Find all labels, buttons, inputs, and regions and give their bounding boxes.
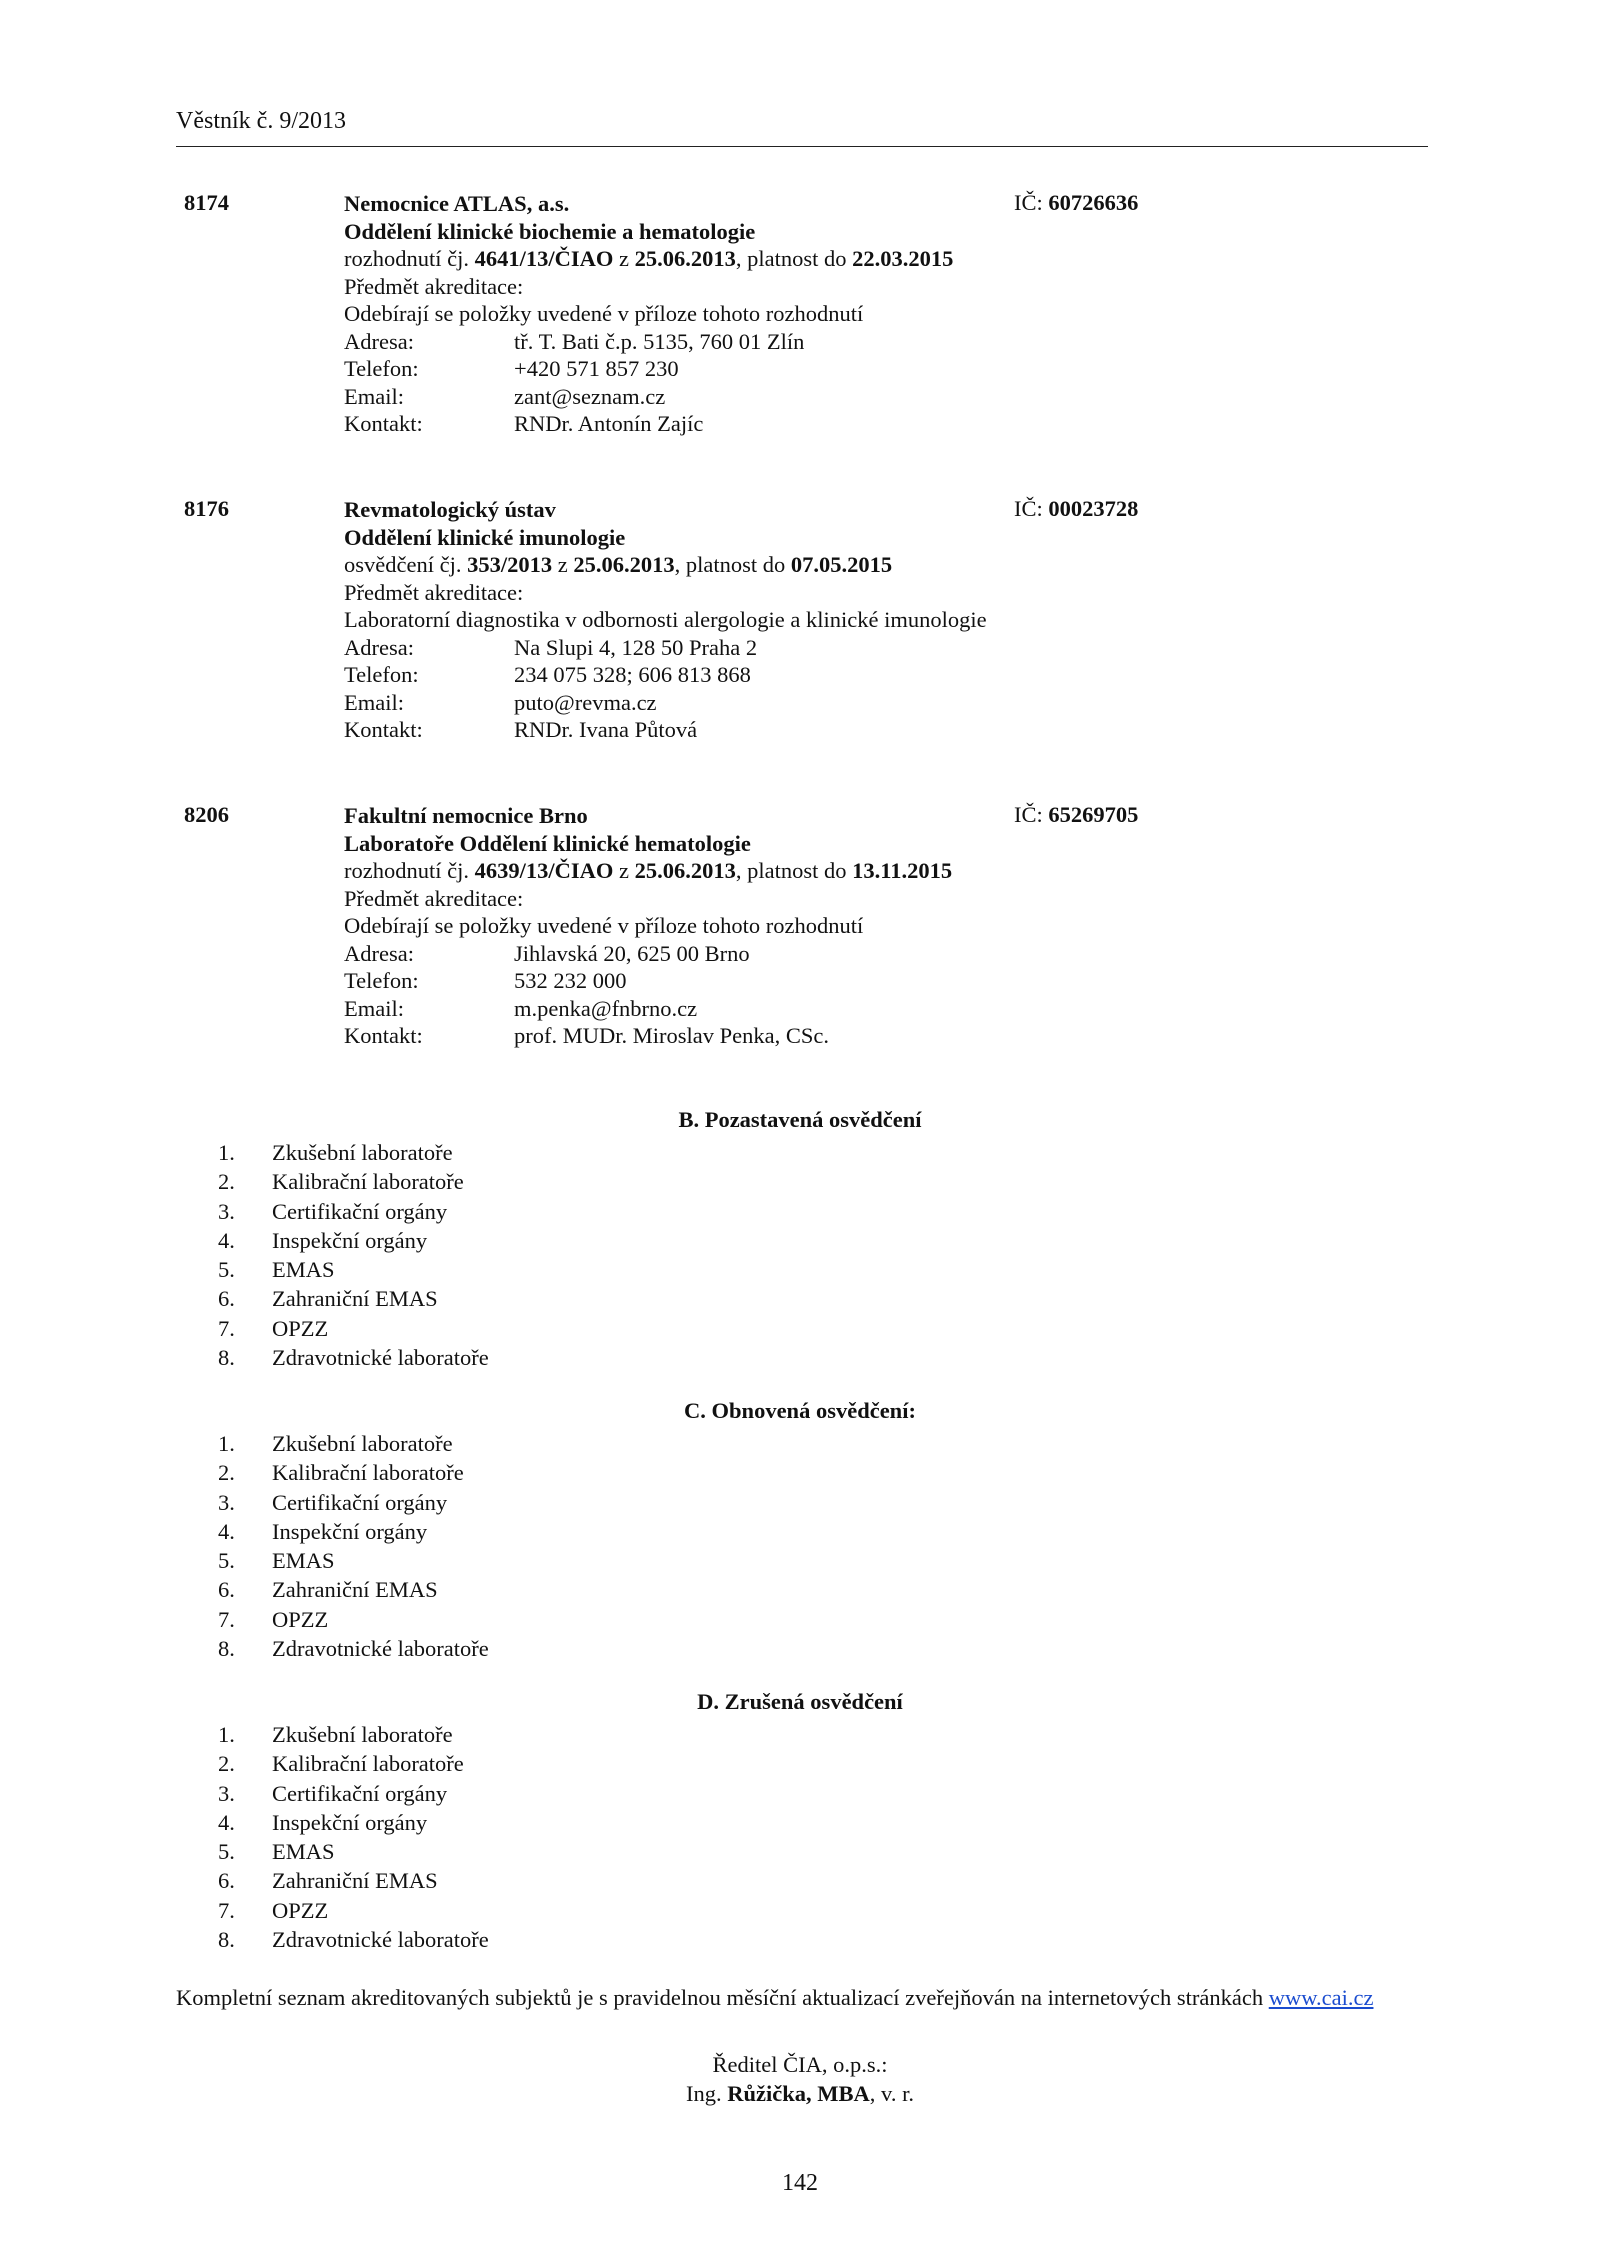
item-label: Kalibrační laboratoře xyxy=(272,1751,464,1777)
item-number: 1. xyxy=(218,1140,235,1165)
item-label: Zahraniční EMAS xyxy=(272,1577,438,1603)
subject-label: Předmět akreditace: xyxy=(344,579,524,605)
doc-date: 25.06.2013 xyxy=(634,858,736,883)
item-number: 8. xyxy=(218,1927,235,1953)
field-value: +420 571 857 230 xyxy=(514,356,679,381)
field-label: Email: xyxy=(344,995,404,1021)
item-number: 3. xyxy=(218,1780,235,1806)
item-number: 4. xyxy=(218,1809,235,1835)
field-value: 532 232 000 xyxy=(514,968,627,993)
subject-label: Předmět akreditace: xyxy=(344,885,524,911)
website-link[interactable]: www.cai.cz xyxy=(1268,1985,1374,2010)
item-number: 6. xyxy=(218,1868,235,1894)
phone-row xyxy=(344,661,1444,689)
item-number: 1. xyxy=(218,1431,235,1456)
ic-label: IČ: xyxy=(1014,496,1043,521)
list-item xyxy=(218,1779,489,1808)
validity-date: 22.03.2015 xyxy=(852,246,954,271)
entry-body xyxy=(344,190,1444,438)
list-item xyxy=(218,1488,489,1517)
field-label: Telefon: xyxy=(344,356,419,381)
item-label: Zkušební laboratoře xyxy=(272,1431,453,1456)
item-label: EMAS xyxy=(272,1839,335,1865)
doc-number: 4639/13/ČIAO xyxy=(474,858,614,883)
validity-date: 07.05.2015 xyxy=(790,552,893,577)
address-row xyxy=(344,634,1444,662)
ic-label: IČ: xyxy=(1014,190,1043,215)
item-number: 4. xyxy=(218,1518,235,1544)
item-number: 7. xyxy=(218,1897,235,1923)
item-label: Kalibrační laboratoře xyxy=(272,1169,464,1195)
item-number: 4. xyxy=(218,1227,235,1253)
entry-department: Laboratoře Oddělení klinické hematologie xyxy=(344,830,751,856)
entry-body xyxy=(344,496,1444,744)
list-item xyxy=(218,1284,489,1313)
item-number: 5. xyxy=(218,1548,235,1574)
field-label: Email: xyxy=(344,383,404,409)
field-label: Adresa: xyxy=(344,940,414,966)
list-item xyxy=(218,1720,489,1749)
field-value: RNDr. Antonín Zajíc xyxy=(514,411,704,436)
doc-number: 4641/13/ČIAO xyxy=(474,246,614,271)
phone-row xyxy=(344,355,1444,383)
doc-date: 25.06.2013 xyxy=(634,246,736,271)
field-value: tř. T. Bati č.p. 5135, 760 01 Zlín xyxy=(514,328,805,354)
address-row xyxy=(344,940,1444,968)
ic-value: 65269705 xyxy=(1048,802,1139,827)
validity-label: , platnost do xyxy=(674,552,786,577)
doc-number: 353/2013 xyxy=(467,552,553,577)
page-number: 142 xyxy=(782,2170,818,2196)
footer-note-text: Kompletní seznam akreditovaných subjektů je s pravidelnou měsíční aktualizací zveřejňován na internetových stránkách xyxy=(176,1985,1264,2010)
validity-label: , platnost do xyxy=(735,858,847,883)
list-item xyxy=(218,1634,489,1663)
item-number: 3. xyxy=(218,1198,235,1224)
ic-value: 00023728 xyxy=(1048,496,1139,521)
item-label: EMAS xyxy=(272,1257,335,1283)
field-value: Jihlavská 20, 625 00 Brno xyxy=(514,940,750,966)
item-label: Certifikační orgány xyxy=(272,1198,448,1224)
item-number: 8. xyxy=(218,1345,235,1371)
list-item xyxy=(218,1197,489,1226)
list-item xyxy=(218,1896,489,1925)
list-item xyxy=(218,1167,489,1196)
field-label: Adresa: xyxy=(344,328,414,354)
item-label: Zahraniční EMAS xyxy=(272,1286,438,1312)
item-number: 5. xyxy=(218,1257,235,1283)
entry-department: Oddělení klinické imunologie xyxy=(344,524,626,550)
entry-decision xyxy=(344,551,1444,579)
section-title-renewed: C. Obnovená osvědčení: xyxy=(684,1398,916,1423)
item-label: OPZZ xyxy=(272,1315,329,1341)
entry-name: Revmatologický ústav xyxy=(344,497,556,522)
item-label: Inspekční orgány xyxy=(272,1809,428,1835)
entry-decision xyxy=(344,245,1444,273)
email-row xyxy=(344,383,1444,411)
list-item xyxy=(218,1138,489,1167)
item-number: 5. xyxy=(218,1839,235,1865)
list-item xyxy=(218,1546,489,1575)
list-item xyxy=(218,1226,489,1255)
section-title-cancelled: D. Zrušená osvědčení xyxy=(697,1689,903,1714)
ic-value: 60726636 xyxy=(1048,190,1139,215)
list-item xyxy=(218,1575,489,1604)
doc-z: z xyxy=(557,552,568,577)
item-number: 6. xyxy=(218,1577,235,1603)
section-list-renewed xyxy=(218,1429,489,1663)
item-number: 6. xyxy=(218,1286,235,1312)
list-item xyxy=(218,1925,489,1954)
doc-type: rozhodnutí čj. xyxy=(344,246,469,271)
signature-suffix: , v. r. xyxy=(869,2081,914,2106)
field-label: Telefon: xyxy=(344,662,419,687)
validity-label: , platnost do xyxy=(735,246,847,271)
contact-row xyxy=(344,1022,1444,1050)
doc-date: 25.06.2013 xyxy=(573,552,675,577)
section-list-cancelled xyxy=(218,1720,489,1954)
subject-text: Laboratorní diagnostika v odbornosti alergologie a klinické imunologie xyxy=(344,607,987,632)
entry-name: Fakultní nemocnice Brno xyxy=(344,803,588,828)
signature-name xyxy=(0,2081,1600,2107)
footer-note xyxy=(176,1985,1373,2011)
email-row xyxy=(344,995,1444,1023)
signature-title: Ředitel ČIA, o.p.s.: xyxy=(712,2052,888,2077)
list-item xyxy=(218,1517,489,1546)
field-label: Kontakt: xyxy=(344,717,423,742)
entry-number: 8174 xyxy=(184,190,229,215)
item-number: 2. xyxy=(218,1169,235,1195)
item-label: Zkušební laboratoře xyxy=(272,1722,453,1747)
list-item xyxy=(218,1837,489,1866)
signature-surname: Růžička, MBA xyxy=(727,2081,870,2106)
item-label: Certifikační orgány xyxy=(272,1489,448,1515)
item-label: Zdravotnické laboratoře xyxy=(272,1636,489,1662)
field-label: Kontakt: xyxy=(344,411,423,436)
subject-text: Odebírají se položky uvedené v příloze tohoto rozhodnutí xyxy=(344,913,864,938)
field-label: Adresa: xyxy=(344,634,414,660)
item-number: 1. xyxy=(218,1722,235,1747)
list-item xyxy=(218,1255,489,1284)
item-number: 7. xyxy=(218,1606,235,1632)
validity-date: 13.11.2015 xyxy=(852,858,953,883)
list-item xyxy=(218,1808,489,1837)
list-item xyxy=(218,1429,489,1458)
entry-body xyxy=(344,802,1444,1050)
field-value: m.penka@fnbrno.cz xyxy=(514,995,698,1021)
item-label: OPZZ xyxy=(272,1606,329,1632)
header-rule xyxy=(176,146,1428,147)
doc-type: osvědčení čj. xyxy=(344,552,462,577)
doc-z: z xyxy=(619,246,629,271)
subject-label: Předmět akreditace: xyxy=(344,273,524,299)
item-number: 7. xyxy=(218,1315,235,1341)
list-item xyxy=(218,1749,489,1778)
contact-row xyxy=(344,716,1444,744)
item-label: Zahraniční EMAS xyxy=(272,1868,438,1894)
list-item xyxy=(218,1314,489,1343)
item-number: 3. xyxy=(218,1489,235,1515)
field-value: Na Slupi 4, 128 50 Praha 2 xyxy=(514,634,758,660)
item-label: EMAS xyxy=(272,1548,335,1574)
doc-z: z xyxy=(619,858,629,883)
item-label: Inspekční orgány xyxy=(272,1518,428,1544)
address-row xyxy=(344,328,1444,356)
page-header-title: Věstník č. 9/2013 xyxy=(176,108,346,134)
email-row xyxy=(344,689,1444,717)
field-value: puto@revma.cz xyxy=(514,689,657,715)
field-label: Kontakt: xyxy=(344,1023,423,1048)
section-list-suspended xyxy=(218,1138,489,1372)
list-item xyxy=(218,1343,489,1372)
contact-row xyxy=(344,410,1444,438)
entry-department: Oddělení klinické biochemie a hematologie xyxy=(344,218,756,244)
item-number: 2. xyxy=(218,1460,235,1486)
section-title-suspended: B. Pozastavená osvědčení xyxy=(678,1107,922,1132)
phone-row xyxy=(344,967,1444,995)
item-label: Inspekční orgány xyxy=(272,1227,428,1253)
doc-type: rozhodnutí čj. xyxy=(344,858,469,883)
entry-number: 8176 xyxy=(184,496,229,521)
item-number: 2. xyxy=(218,1751,235,1777)
list-item xyxy=(218,1605,489,1634)
entry-decision xyxy=(344,857,1444,885)
item-number: 8. xyxy=(218,1636,235,1662)
field-label: Telefon: xyxy=(344,968,419,993)
entry-number: 8206 xyxy=(184,802,229,827)
field-value: RNDr. Ivana Půtová xyxy=(514,717,698,742)
subject-text: Odebírají se položky uvedené v příloze tohoto rozhodnutí xyxy=(344,301,864,326)
field-value: zant@seznam.cz xyxy=(514,383,666,409)
field-value: 234 075 328; 606 813 868 xyxy=(514,662,751,687)
field-value: prof. MUDr. Miroslav Penka, CSc. xyxy=(514,1023,829,1048)
item-label: OPZZ xyxy=(272,1897,329,1923)
signature-prefix: Ing. xyxy=(686,2081,722,2106)
entry-name: Nemocnice ATLAS, a.s. xyxy=(344,191,570,216)
item-label: Certifikační orgány xyxy=(272,1780,448,1806)
item-label: Zdravotnické laboratoře xyxy=(272,1927,489,1953)
item-label: Kalibrační laboratoře xyxy=(272,1460,464,1486)
field-label: Email: xyxy=(344,689,404,715)
list-item xyxy=(218,1458,489,1487)
item-label: Zkušební laboratoře xyxy=(272,1140,453,1165)
ic-label: IČ: xyxy=(1014,802,1043,827)
item-label: Zdravotnické laboratoře xyxy=(272,1345,489,1371)
list-item xyxy=(218,1866,489,1895)
